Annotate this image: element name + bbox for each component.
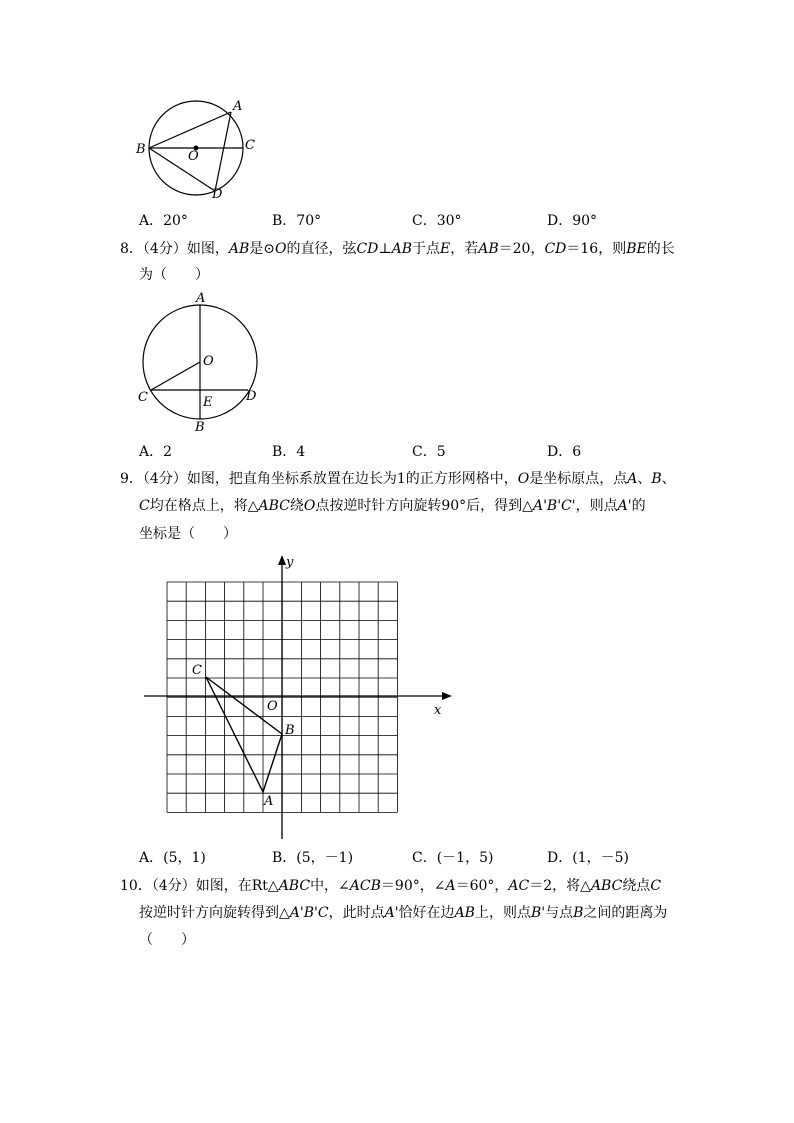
q9-option-d: D．(1，－5) (547, 850, 629, 866)
q8-option-d: D．6 (547, 444, 582, 460)
q7-circle-figure (130, 90, 270, 205)
q9-option-c: C．(－1，5) (412, 850, 494, 866)
q8-label-A: A (196, 291, 206, 306)
q8-radius-OC (151, 362, 200, 390)
q7-option-b: B．70° (272, 213, 322, 229)
q8-option-a: A．2 (139, 444, 173, 460)
q9-stem-line1: 9．（4分）如图，把直角坐标系放置在边长为1的正方形网格中，O是坐标原点，点A、B、 (120, 471, 676, 487)
q10-stem-line2: 按逆时针方向旋转得到△A'B'C，此时点A'恰好在边AB上，则点B'与点B之间的距离为 (139, 905, 668, 921)
q8-label-D: D (246, 389, 257, 404)
q7-label-O: O (188, 149, 199, 164)
q7-chord-BD (149, 148, 215, 191)
q9-label-C: C (192, 663, 202, 678)
q9-stem-line2: C均在格点上，将△ABC绕O点按逆时针方向旋转90°后，得到△A'B'C'，则点A'的 (139, 498, 646, 514)
q9-label-B: B (285, 723, 295, 738)
q7-chord-AD (215, 112, 231, 191)
q10-stem-line1: 10．（4分）如图，在Rt△ABC中，∠ACB＝90°，∠A＝60°，AC＝2，将△ABC绕点C (120, 878, 662, 894)
q8-circle-figure (130, 288, 270, 436)
q8-stem-line1: 8．（4分）如图，AB是⊙O的直径，弦CD⊥AB于点E，若AB＝20，CD＝16，则BE的长 (120, 241, 675, 257)
q9-label-O: O (267, 699, 278, 714)
q9-option-b: B．(5，－1) (272, 850, 354, 866)
q8-label-C: C (138, 390, 148, 405)
q8-option-c: C．5 (412, 444, 446, 460)
q9-label-x: x (434, 703, 442, 718)
q7-label-C: C (245, 138, 255, 153)
q8-label-O: O (203, 354, 214, 369)
q9-coordinate-figure (140, 553, 460, 843)
q8-option-b: B．4 (272, 444, 306, 460)
q10-stem-line3: （ ） (139, 932, 195, 948)
q9-option-a: A．(5，1) (139, 850, 206, 866)
q8-label-B: B (195, 420, 205, 435)
q7-label-A: A (233, 99, 243, 114)
q7-chord-BA (149, 112, 231, 148)
q7-option-d: D．90° (547, 213, 598, 229)
q9-label-A: A (264, 794, 274, 809)
q9-label-y: y (286, 555, 294, 570)
q7-option-a: A．20° (139, 213, 188, 229)
q7-label-D: D (212, 187, 223, 202)
q9-y-axis-arrow (278, 555, 286, 565)
q9-x-axis-arrow (442, 692, 452, 700)
q8-label-E: E (203, 395, 213, 410)
q7-option-c: C．30° (412, 213, 462, 229)
q7-label-B: B (136, 142, 146, 157)
q8-stem-line2: 为（ ） (139, 267, 209, 283)
q9-stem-line3: 坐标是（ ） (139, 526, 237, 542)
